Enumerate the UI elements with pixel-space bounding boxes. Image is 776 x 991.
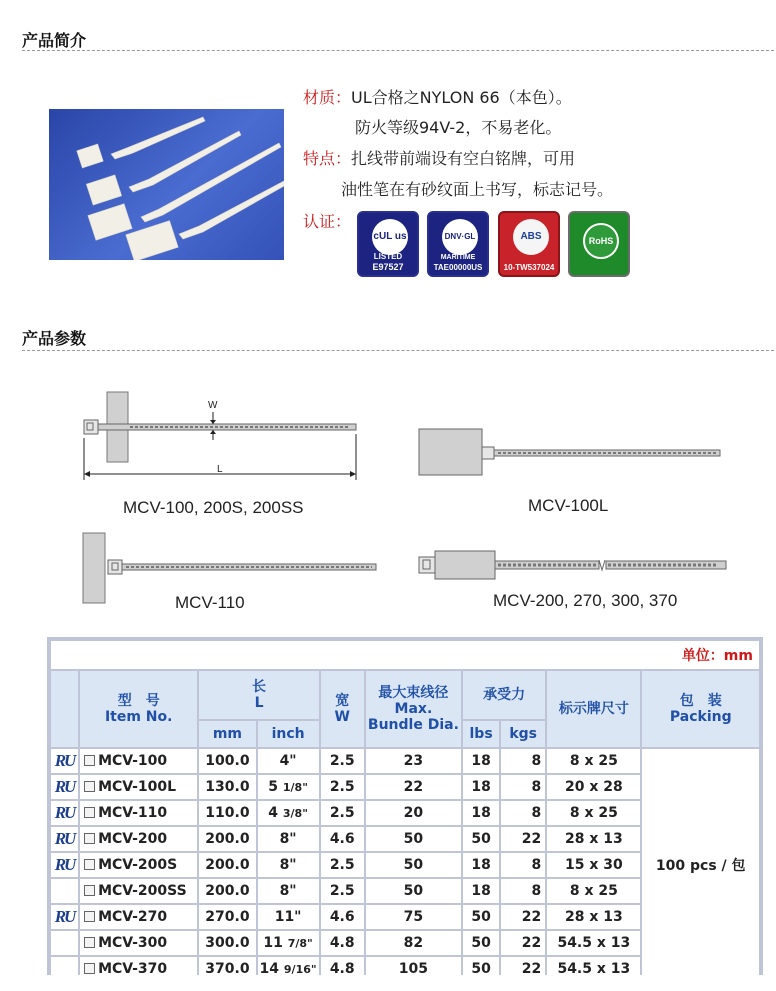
material-line-1: [303, 88, 572, 108]
ul-cell: [51, 931, 78, 955]
length-inch-cell: 4 3/8": [258, 801, 319, 825]
kgs-cell: 8: [501, 749, 545, 773]
unit-label: 单位：mm: [51, 641, 759, 669]
width-cell: 4.8: [321, 957, 364, 981]
tag-size-cell: 54.5 x 13: [547, 931, 640, 955]
length-inch-cell: 8": [258, 827, 319, 851]
kgs-cell: 8: [501, 853, 545, 877]
header-mm: mm: [199, 721, 255, 747]
kgs-cell: 22: [501, 827, 545, 851]
ul-cell: [51, 827, 78, 851]
material-label: 材质：: [303, 88, 352, 107]
lbs-cell: 50: [463, 905, 499, 929]
ul-recognized-icon: RU: [54, 777, 75, 796]
kgs-cell: 8: [501, 879, 545, 903]
spec-table-body: [51, 749, 759, 981]
diagram-mcv-200: [418, 548, 733, 584]
model-cell: MCV-100L: [80, 775, 197, 799]
kgs-cell: 22: [501, 957, 545, 981]
cable-tie-illustration: [49, 109, 284, 260]
checkbox-icon: [84, 911, 95, 922]
cert-label-row: [303, 212, 351, 232]
width-cell: 2.5: [321, 775, 364, 799]
bundle-dia-cell: 50: [366, 879, 461, 903]
header-lbs: lbs: [463, 721, 499, 747]
model-cell: MCV-270: [80, 905, 197, 929]
tag-size-cell: 28 x 13: [547, 827, 640, 851]
ul-cert-number: E97527: [372, 262, 404, 272]
bundle-dia-cell: 82: [366, 931, 461, 955]
tag-size-cell: 15 x 30: [547, 853, 640, 877]
abs-cert-badge: [498, 211, 560, 277]
kgs-cell: 8: [501, 801, 545, 825]
lbs-cell: 18: [463, 879, 499, 903]
length-mm-cell: 200.0: [199, 853, 255, 877]
lbs-cell: 18: [463, 853, 499, 877]
length-mm-cell: 300.0: [199, 931, 255, 955]
checkbox-icon: [84, 963, 95, 974]
abs-cert-number: 10-TW537024: [503, 263, 555, 272]
cert-label: 认证：: [303, 212, 352, 231]
tag-size-cell: 28 x 13: [547, 905, 640, 929]
bundle-dia-cell: 75: [366, 905, 461, 929]
width-cell: 4.6: [321, 905, 364, 929]
feature-line-1: [303, 149, 575, 169]
ul-mark-icon: cUL us: [372, 219, 408, 255]
width-cell: 2.5: [321, 801, 364, 825]
width-cell: 4.6: [321, 827, 364, 851]
width-label: W: [208, 400, 218, 411]
diagram-mcv-100l: [418, 428, 728, 478]
bundle-dia-cell: 23: [366, 749, 461, 773]
tag-size-cell: 8 x 25: [547, 801, 640, 825]
kgs-cell: 8: [501, 775, 545, 799]
ul-cell: [51, 749, 78, 773]
checkbox-icon: [84, 781, 95, 792]
model-cell: MCV-200: [80, 827, 197, 851]
lbs-cell: 18: [463, 775, 499, 799]
length-inch-cell: 8": [258, 879, 319, 903]
ul-recognized-icon: RU: [54, 907, 75, 926]
header-bundle: 最大束线径 Max. Bundle Dia.: [366, 671, 461, 747]
spec-table: [49, 639, 761, 983]
header-width: 宽 W: [321, 671, 364, 747]
intro-section-title: 产品简介: [22, 31, 87, 50]
model-cell: MCV-200SS: [80, 879, 197, 903]
dnv-mark-icon: DNV·GL: [442, 219, 478, 255]
checkbox-icon: [84, 885, 95, 896]
tag-size-cell: 54.5 x 13: [547, 957, 640, 981]
abs-mark-icon: ABS: [513, 219, 549, 255]
ul-sub-text: LISTED: [373, 252, 403, 261]
feature-text-2: 油性笔在有砂纹面上书写，标志记号。: [341, 180, 614, 199]
model-caption-a: MCV-100, 200S, 200SS: [123, 498, 304, 517]
width-cell: 2.5: [321, 853, 364, 877]
model-cell: MCV-370: [80, 957, 197, 981]
material-text-2: 防火等级94V-2，不易老化。: [355, 118, 562, 137]
ul-cell: [51, 775, 78, 799]
length-mm-cell: 270.0: [199, 905, 255, 929]
params-section-title: 产品参数: [22, 329, 87, 348]
width-cell: 4.8: [321, 931, 364, 955]
dnv-sub-text: MARITIME: [440, 254, 476, 261]
lbs-cell: 18: [463, 749, 499, 773]
model-cell: MCV-300: [80, 931, 197, 955]
model-caption-c: MCV-110: [175, 593, 245, 612]
dnv-cert-badge: [427, 211, 489, 277]
model-caption-b: MCV-100L: [528, 496, 609, 515]
lbs-cell: 50: [463, 827, 499, 851]
tag-size-cell: 8 x 25: [547, 749, 640, 773]
bundle-dia-cell: 22: [366, 775, 461, 799]
width-cell: 2.5: [321, 879, 364, 903]
lbs-cell: 50: [463, 931, 499, 955]
bundle-dia-cell: 50: [366, 853, 461, 877]
length-mm-cell: 130.0: [199, 775, 255, 799]
bundle-dia-cell: 105: [366, 957, 461, 981]
feature-text-1: 扎线带前端设有空白铭牌，可用: [351, 149, 576, 168]
table-row: [51, 749, 759, 773]
length-label: L: [217, 464, 223, 475]
product-photo: [49, 109, 284, 260]
checkbox-icon: [84, 937, 95, 948]
length-mm-cell: 200.0: [199, 827, 255, 851]
tag-size-cell: 20 x 28: [547, 775, 640, 799]
length-inch-cell: 11": [258, 905, 319, 929]
header-row-1: [51, 671, 759, 719]
length-mm-cell: 110.0: [199, 801, 255, 825]
ul-recognized-icon: RU: [54, 751, 75, 770]
header-inch: inch: [258, 721, 319, 747]
ul-recognized-icon: RU: [54, 803, 75, 822]
length-inch-cell: 4": [258, 749, 319, 773]
tag-size-cell: 8 x 25: [547, 879, 640, 903]
spec-table-frame: [47, 637, 763, 975]
header-packing: 包 装 Packing: [642, 671, 759, 747]
model-caption-d: MCV-200, 270, 300, 370: [493, 591, 678, 610]
unit-row: [51, 641, 759, 669]
kgs-cell: 22: [501, 931, 545, 955]
header-ul: [51, 671, 78, 747]
length-inch-cell: 5 1/8": [258, 775, 319, 799]
model-cell: MCV-110: [80, 801, 197, 825]
checkbox-icon: [84, 833, 95, 844]
checkbox-icon: [84, 807, 95, 818]
header-tensile: 承受力: [463, 671, 545, 719]
feature-label: 特点：: [303, 149, 352, 168]
header-tag-size: 标示牌尺寸: [547, 671, 640, 747]
width-cell: 2.5: [321, 749, 364, 773]
ul-cell: [51, 801, 78, 825]
rohs-cert-badge: [568, 211, 630, 277]
checkbox-icon: [84, 755, 95, 766]
length-inch-cell: 14 9/16": [258, 957, 319, 981]
length-mm-cell: 100.0: [199, 749, 255, 773]
lbs-cell: 50: [463, 957, 499, 981]
bundle-dia-cell: 20: [366, 801, 461, 825]
header-length: 长 L: [199, 671, 318, 719]
section-divider: [22, 350, 774, 351]
section-divider: [22, 50, 774, 51]
material-text-1: UL合格之NYLON 66（本色）。: [351, 88, 572, 107]
ul-cell: [51, 905, 78, 929]
ul-cell: [51, 957, 78, 981]
ul-recognized-icon: RU: [54, 855, 75, 874]
model-cell: MCV-200S: [80, 853, 197, 877]
header-model: 型 号 Item No.: [80, 671, 197, 747]
checkbox-icon: [84, 859, 95, 870]
model-cell: MCV-100: [80, 749, 197, 773]
kgs-cell: 22: [501, 905, 545, 929]
header-kgs: kgs: [501, 721, 545, 747]
ul-recognized-icon: RU: [54, 829, 75, 848]
length-inch-cell: 11 7/8": [258, 931, 319, 955]
lbs-cell: 18: [463, 801, 499, 825]
ul-cert-badge: [357, 211, 419, 277]
length-mm-cell: 200.0: [199, 879, 255, 903]
ul-cell: [51, 853, 78, 877]
bundle-dia-cell: 50: [366, 827, 461, 851]
rohs-mark-icon: RoHS: [583, 223, 619, 259]
diagram-mcv-100: [78, 390, 363, 482]
length-inch-cell: 8": [258, 853, 319, 877]
dnv-cert-number: TAE00000US: [433, 263, 483, 272]
packing-cell: 100 pcs / 包: [642, 749, 759, 981]
length-mm-cell: 370.0: [199, 957, 255, 981]
ul-cell: [51, 879, 78, 903]
